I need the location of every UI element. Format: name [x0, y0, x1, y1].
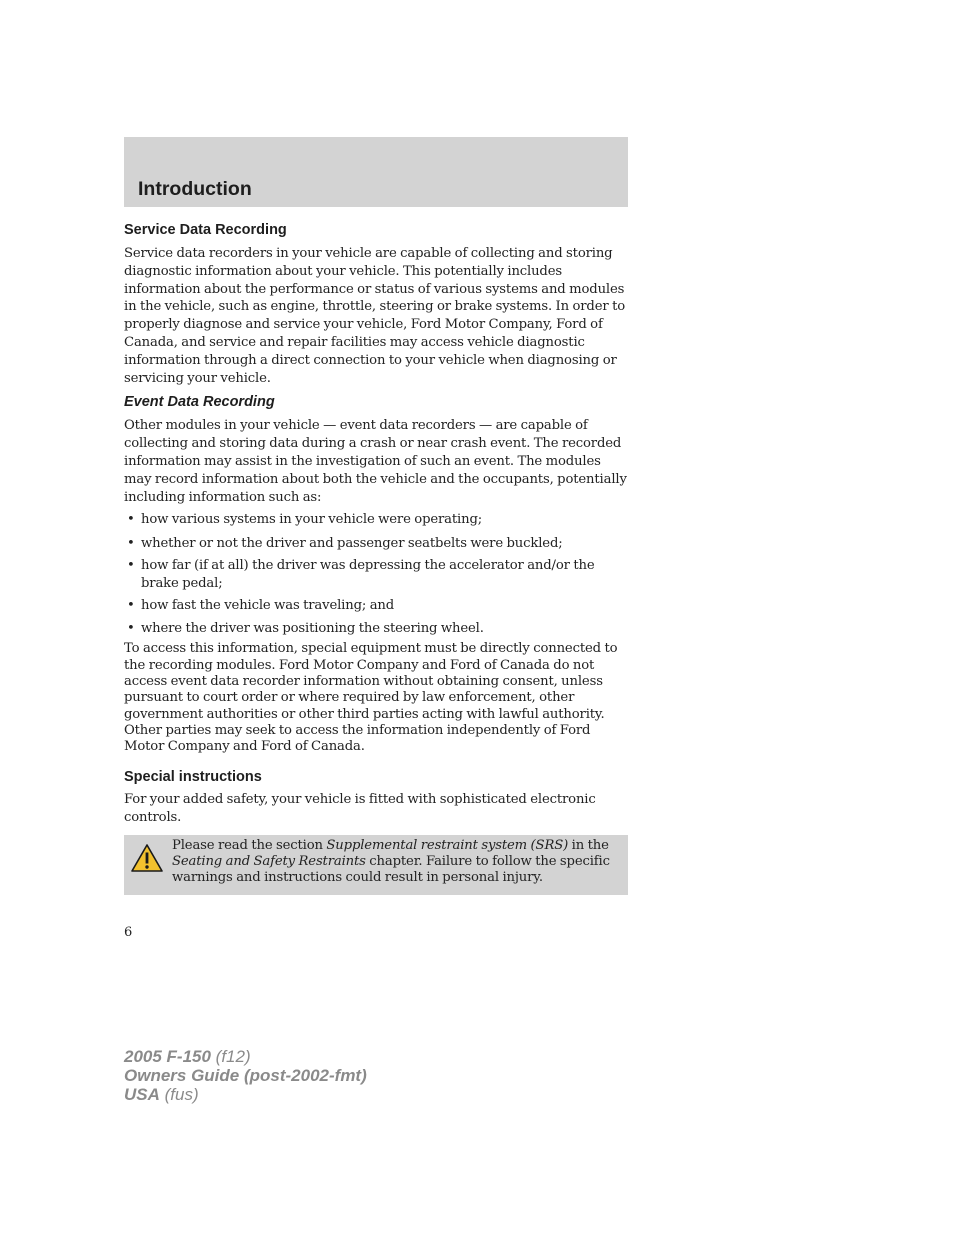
warning-triangle-icon — [130, 843, 164, 873]
footer-line-model: 2005 F-150 (f12) — [124, 1047, 251, 1066]
srs-section-reference: Supplemental restraint system (SRS) — [326, 838, 569, 854]
bullet-icon: • — [127, 535, 135, 551]
list-item: • how fast the vehicle was traveling; and — [127, 598, 395, 614]
bullet-icon: • — [127, 558, 135, 574]
list-item: • where the driver was positioning the steering wheel. — [127, 620, 484, 636]
list-item: • whether or not the driver and passenger seatbelts were buckled; — [127, 535, 563, 551]
service-data-paragraph: Service data recorders in your vehicle are capable of collecting and storing diagnostic information about your vehicle. This potentially includes information about the performance or status of various systems and modules in the vehicle, such as engine, throttle, steering or brake systems. In order to properly diagnose and service your vehicle, Ford Motor Company, Ford of Canada, and service and repair facilities may access vehicle diagnostic information through a direct connection to your vehicle when diagnosing or servicing your vehicle. — [124, 246, 626, 386]
document-footer — [124, 1047, 367, 1104]
chapter-header-band — [124, 137, 628, 207]
section-heading-event-data: Event Data Recording — [124, 394, 275, 411]
list-item: • how various systems in your vehicle were operating; — [127, 512, 483, 528]
bullet-icon: • — [127, 512, 135, 528]
section-heading-service-data: Service Data Recording — [124, 222, 287, 238]
chapter-title: Introduction — [138, 178, 252, 200]
footer-line-market: USA (fus) — [124, 1085, 199, 1104]
page-number: 6 — [124, 925, 133, 940]
event-data-intro-paragraph: Other modules in your vehicle — event data recorders — are capable of collecting and storing data during a crash or near crash event. The recorded information may assist in the investigation of such an event. The modules may record information about both the vehicle and the occupants, potentially including information such as: — [124, 418, 627, 505]
list-item: • how far (if at all) the driver was depressing the accelerator and/or the brake pedal; — [127, 558, 595, 591]
warning-box — [124, 835, 628, 895]
bullet-icon: • — [127, 620, 135, 636]
special-instructions-paragraph: For your added safety, your vehicle is fitted with sophisticated electronic controls. — [124, 792, 596, 826]
event-data-bullet-list — [124, 511, 628, 637]
section-heading-special-instructions: Special instructions — [124, 769, 262, 786]
event-data-closing-paragraph: To access this information, special equipment must be directly connected to the recording modules. Ford Motor Company and Ford of Canada do not access event data recorder information without obtaining consent, unless pursuant to court order or where required by law enforcement, other government authorities or other third parties acting with lawful authority. Other parties may seek to access the information independently of Ford Motor Company and Ford of Canada. — [124, 641, 618, 755]
bullet-icon: • — [127, 598, 135, 614]
page-content — [124, 221, 628, 895]
footer-line-guide: Owners Guide (post-2002-fmt) — [124, 1066, 367, 1085]
seating-chapter-reference: Seating and Safety Restraints — [172, 854, 366, 870]
warning-text: Please read the section Supplemental restraint system (SRS) in the Seating and Safety Restraints chapter. Failure to follow the specific warnings and instructions could result in personal injury. — [172, 838, 610, 886]
